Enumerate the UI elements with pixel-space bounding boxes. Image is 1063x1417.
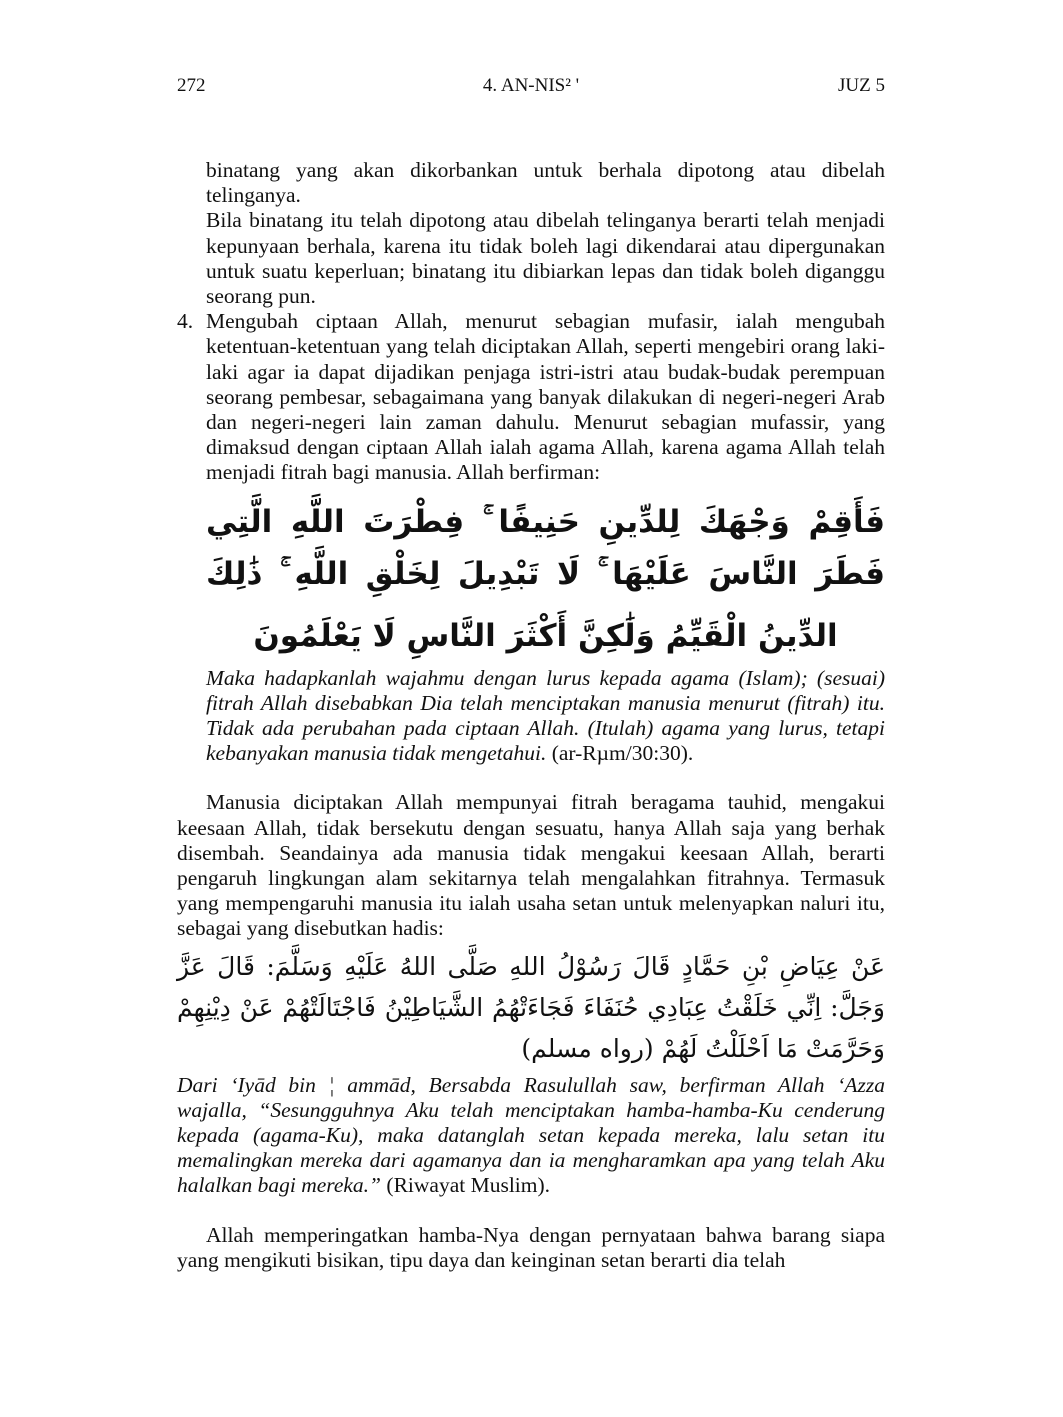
hadith-translation [177,1073,885,1199]
quran-verse [177,496,885,662]
juz-label: JUZ 5 [838,75,885,96]
hadith-arabic: عَنْ عِيَاضِ بْنِ حَمَّادٍ قَالَ رَسُوْلُ اللهِ صَلَّى اللهُ عَلَيْهِ وَسَلَّمَ: قَالَ عَزَّ وَجَلَّ: اِنِّي خَلَقْتُ عِبَادِي حُنَفَاءَ فَجَاءَتْهُمُ الشَّيَاطِيْنُ فَاجْتَالَتْهُمْ عَنْ دِيْنِهِمْ وَحَرَّمَتْ مَا اَحْلَلْتُ لَهُمْ (رواه مسلم) [177,951,885,1063]
running-header [177,73,885,99]
list-item-text: Mengubah ciptaan Allah, menurut sebagian mufasir, ialah mengubah ketentuan-ketentuan yang telah diciptakan Allah, seperti mengebiri orang laki-laki agar ia dapat dijadikan penjaga istri-istri atau budak-budak perempuan seorang pembesar, sebagaimana yang banyak dilakukan di negeri-negeri Arab dan negeri-negeri lain zaman dahulu. Menurut sebagian mufassir, yang dimaksud dengan ciptaan Allah ialah agama Allah, karena agama Allah telah menjadi fitrah bagi manusia. Allah berfirman: [206,309,885,485]
paragraph: Manusia diciptakan Allah mempunyai fitrah beragama tauhid, mengakui keesaan Allah, tidak bersekutu dengan sesuatu, hanya Allah saja yang berhak disembah. Seandainya ada manusia tidak mengakui keesaan Allah, berarti pengaruh lingkungan alam sekitarnya telah mengalahkan fitrahnya. Termasuk yang mempengaruhi manusia itu ialah usaha setan untuk melenyapkan naluri itu, sebagai yang disebutkan hadis: [177,790,885,941]
verse-translation [177,666,885,767]
page-body [177,158,885,1273]
verse-reference: (ar-Rµm/30:30). [546,741,694,766]
paragraph: Allah memperingatkan hamba-Nya dengan pernyataan bahwa barang siapa yang mengikuti bisikan, tipu daya dan keinginan setan berarti dia telah [177,1222,885,1272]
arabic-verse-line-2: الدِّينُ الْقَيِّمُ وَلَٰكِنَّ أَكْثَرَ النَّاسِ لَا يَعْلَمُونَ [253,617,838,654]
hadith-reference: (Riwayat Muslim). [381,1173,551,1198]
page-number: 272 [177,75,206,96]
list-item-4 [177,309,885,485]
list-number: 4. [177,309,194,334]
paragraph: binatang yang akan dikorbankan untuk berhala dipotong atau dibelah telinganya. [206,158,885,208]
arabic-verse-line-1: فَأَقِمْ وَجْهَكَ لِلدِّينِ حَنِيفًا ۚ فِطْرَتَ اللَّهِ الَّتِي فَطَرَ النَّاسَ عَلَيْهَا ۚ لَا تَبْدِيلَ لِخَلْقِ اللَّهِ ۚ ذَٰلِكَ [206,503,885,592]
translation-text: Maka hadapkanlah wajahmu dengan lurus kepada agama (Islam); (sesuai) fitrah Allah disebabkan Dia telah menciptakan manusia menurut (fitrah) itu. Tidak ada perubahan pada ciptaan Allah. (Itulah) agama yang lurus, tetapi kebanyakan manusia tidak mengetahui. [206,665,885,766]
translation-text: Dari ‘Iyād bin ¦ ammād, Bersabda Rasulullah saw, berfirman Allah ‘Azza wajalla, “Sesungguhnya Aku telah menciptakan hamba-hamba-Ku cenderung kepada (agama-Ku), maka datanglah setan kepada mereka, lalu setan itu memalingkan mereka dari agamanya dan ia mengharamkan apa yang telah Aku halalkan bagi mereka.” [177,1072,885,1198]
paragraph: Bila binatang itu telah dipotong atau dibelah telinganya berarti telah menjadi kepunyaan berhala, karena itu tidak boleh lagi dikendarai atau dipergunakan untuk suatu keperluan; binatang itu dibiarkan lepas dan tidak boleh diganggu seorang pun. [206,208,885,309]
chapter-title: 4. AN-NIS² ' [482,75,580,96]
